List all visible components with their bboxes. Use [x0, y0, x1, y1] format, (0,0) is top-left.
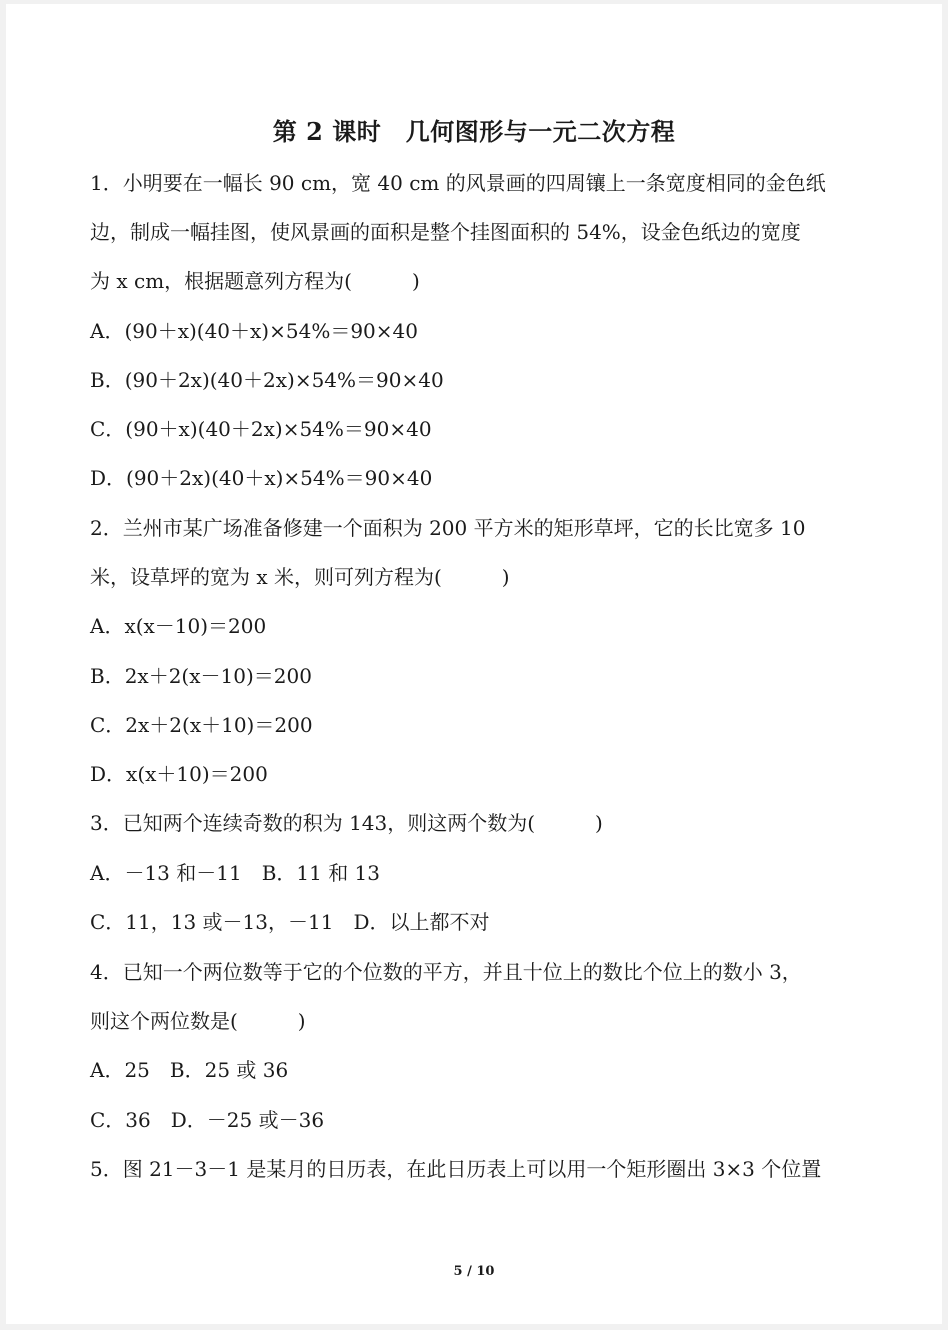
q1-stem-line-3: 为 x cm，根据题意列方程为( ): [90, 269, 420, 293]
q2-option-d: D．x(x＋10)＝200: [90, 762, 268, 786]
q2-stem-line-2: 米，设草坪的宽为 x 米，则可列方程为( ): [90, 565, 510, 589]
q1-option-c: C．(90＋x)(40＋2x)×54%＝90×40: [90, 417, 432, 441]
q1-option-d: D．(90＋2x)(40＋x)×54%＝90×40: [90, 466, 433, 490]
q2-option-b: B．2x＋2(x－10)＝200: [90, 664, 312, 688]
page-title: 第 2 课时 几何图形与一元二次方程: [272, 117, 676, 146]
q1-stem-line-1: 1．小明要在一幅长 90 cm，宽 40 cm 的风景画的四周镶上一条宽度相同的金色纸: [90, 171, 826, 195]
q3-options-ab: A．－13 和－11 B．11 和 13: [90, 861, 381, 885]
page-number: 5 / 10: [453, 1264, 495, 1279]
q2-option-c: C．2x＋2(x＋10)＝200: [90, 713, 313, 737]
q3-stem-line-1: 3．已知两个连续奇数的积为 143，则这两个数为( ): [90, 811, 603, 835]
q3-options-cd: C．11，13 或－13，－11 D．以上都不对: [90, 910, 490, 934]
q2-option-a: A．x(x－10)＝200: [90, 614, 267, 638]
q1-option-a: A．(90＋x)(40＋x)×54%＝90×40: [90, 319, 418, 343]
q4-stem-line-2: 则这个两位数是( ): [90, 1009, 306, 1033]
q4-stem-line-1: 4．已知一个两位数等于它的个位数的平方，并且十位上的数比个位上的数小 3，: [90, 960, 802, 984]
q1-stem-line-2: 边，制成一幅挂图，使风景画的面积是整个挂图面积的 54%，设金色纸边的宽度: [90, 220, 801, 244]
q2-stem-line-1: 2．兰州市某广场准备修建一个面积为 200 平方米的矩形草坪，它的长比宽多 10: [90, 516, 806, 540]
q4-options-cd: C．36 D．－25 或－36: [90, 1108, 325, 1132]
q1-option-b: B．(90＋2x)(40＋2x)×54%＝90×40: [90, 368, 444, 392]
q4-options-ab: A．25 B．25 或 36: [90, 1058, 289, 1082]
q5-stem-line-1: 5．图 21－3－1 是某月的日历表，在此日历表上可以用一个矩形圈出 3×3 个位置: [90, 1157, 822, 1181]
